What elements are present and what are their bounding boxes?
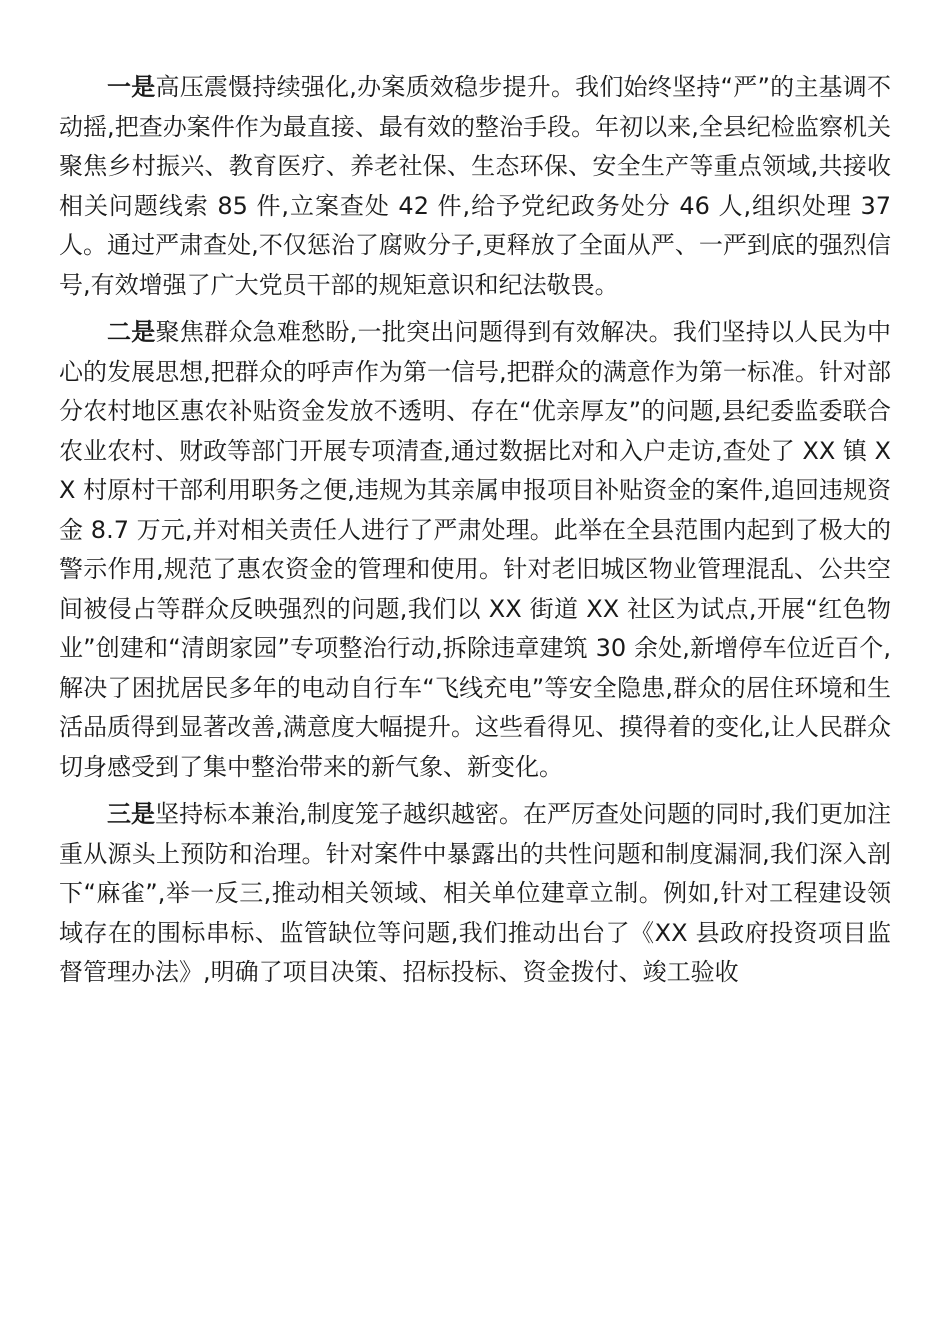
paragraph-1 (59, 68, 891, 305)
paragraph-2 (59, 313, 891, 787)
document-body (59, 68, 891, 1001)
paragraph-3 (59, 795, 891, 993)
paragraph-1-lead: 一是 (107, 73, 156, 101)
paragraph-3-lead: 三是 (107, 800, 156, 828)
paragraph-2-text: 聚焦群众急难愁盼,一批突出问题得到有效解决。我们坚持以人民为中心的发展思想,把群众的呼声作为第一信号,把群众的满意作为第一标准。针对部分农村地区惠农补贴资金发放不透明、存在“优亲厚友”的问题,县纪委监委联合农业农村、财政等部门开展专项清查,通过数据比对和入户走访,查处了 XX 镇 XX 村原村干部利用职务之便,违规为其亲属申报项目补贴资金的案件,追回违规资金 8.7 万元,并对相关责任人进行了严肃处理。此举在全县范围内起到了极大的警示作用,规范了惠农资金的管理和使用。针对老旧城区物业管理混乱、公共空间被侵占等群众反映强烈的问题,我们以 XX 街道 XX 社区为试点,开展“红色物业”创建和“清朗家园”专项整治行动,拆除违章建筑 30 余处,新增停车位近百个,解决了困扰居民多年的电动自行车“飞线充电”等安全隐患,群众的居住环境和生活品质得到显著改善,满意度大幅提升。这些看得见、摸得着的变化,让人民群众切身感受到了集中整治带来的新气象、新变化。 (59, 318, 891, 781)
paragraph-1-text: 高压震慑持续强化,办案质效稳步提升。我们始终坚持“严”的主基调不动摇,把查办案件作为最直接、最有效的整治手段。年初以来,全县纪检监察机关聚焦乡村振兴、教育医疗、养老社保、生态环保、安全生产等重点领域,共接收相关问题线索 85 件,立案查处 42 件,给予党纪政务处分 46 人,组织处理 37 人。通过严肃查处,不仅惩治了腐败分子,更释放了全面从严、一严到底的强烈信号,有效增强了广大党员干部的规矩意识和纪法敬畏。 (59, 73, 892, 299)
paragraph-3-text: 坚持标本兼治,制度笼子越织越密。在严厉查处问题的同时,我们更加注重从源头上预防和治理。针对案件中暴露出的共性问题和制度漏洞,我们深入剖下“麻雀”,举一反三,推动相关领域、相关单位建章立制。例如,针对工程建设领域存在的围标串标、监管缺位等问题,我们推动出台了《XX 县政府投资项目监督管理办法》,明确了项目决策、招标投标、资金拨付、竣工验收 (59, 800, 891, 986)
paragraph-2-lead: 二是 (107, 318, 156, 346)
